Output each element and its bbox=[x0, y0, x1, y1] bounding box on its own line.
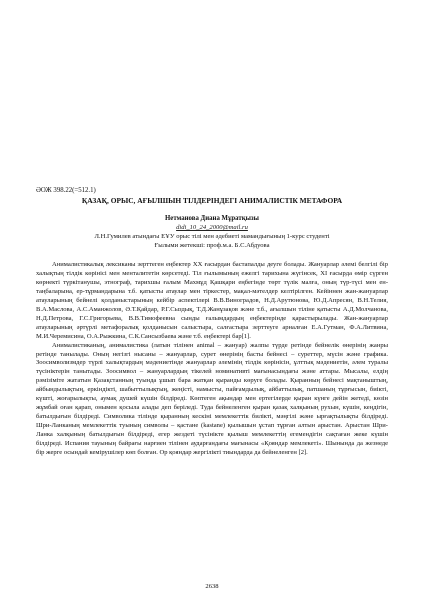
body-paragraph-1: Анималистикалық лексиканы зерттеген еңбектер ХХ ғасырдан бастапалды деуге болады. Жануарлар әлемі белгілі бір халықтың тілдік көрінісі мен менталитетін көрсетеді. Тіл ғылымының ежелгі тарихына жүгінсек, ХІ ғасырда өмір сүрген көрнекті түркітанушы, этнограф, тарихшы ғалым Махмұд Қашқари еңбегінде төрт түлік малға, оның түр-түсі мен ен-таңбаларына, ер-тұрмандарына т.б. қатысты атаулар мен тіркестер, мақал-мәтелдер келтірілген. Кейіннен жан-жануарлар атауларының бейнелі қолданыстарының кейбір аспектілері В.В.Виноградов, Н.Д.Арутюнова, Ю.Д.Апресян, В.Н.Телия, В.А.Маслова, А.С.Аманжолов, Ә.Т.Қайдар, Р.Г.Сыздық, Т.Д.Жанұзақов және т.б., ағылшын тіліне қатысты А.Д.Молчанова, Н.Д.Петрова, Г.С.Григорьева, В.В.Тимофеевна сынды ғалымдардың еңбектерінде қарастырылады. Жан-жануарлар атауларының әртүрлі метафоралық қолданысын салыстыра, салғастыра зерттеуге арналған Е.А.Гутман, Ф.А.Литвина, М.И.Черемисина, О.А.Рыжкина, С.К.Сансызбаева және т.б. еңбектері бар[1]. bbox=[36, 261, 388, 340]
author-affiliation: Л.Н.Гумилев атындағы ЕҰУ орыс тілі мен әдебиеті мамандығының 1-курс студенті bbox=[94, 233, 330, 240]
author-name: Нетманова Диана Мұратқызы bbox=[165, 215, 259, 222]
author-email-link[interactable]: didi_10_24_2000@mail.ru bbox=[176, 224, 248, 231]
body-paragraph-2: Анималистиканың, анималистика (латын тілінен animal – жануар) жалпы түрде ретінде бейнелік өнерінің жанры ретінде танылады. Оның негізгі нысаны – жануарлар, сурет өнерінің басты бейнесі – суреттер, мүсін және графика. Зоосимволизмдер түрлі халықтардың мәдениетінде жануарлар әлемінің тілдік көрінісін, ұлттық мәдениетін, әлем туралы түсініктерін танытады. Зоосимвол – жануарлардың тікелей номинативті мағынасындағы және аттары. Мысалы, елдің рәмізіміте жататын Қазақстанның туында ұшып бара жатқан қыранды көруге болады. Қыранның бейнесі мақтаныштың, айбындылықтың, еркіндікті, шабыттылықтың, жеңісті, намысты, пайғамдылық, айбаттылық, патшаның тұрғысын, биікті, күшті, жоғарылықты, аумақ душей күшін білдіреді. Көптеген ақындар мен ертегілерде қыран күнге дейін жетеді, көзін жұмбай оған қарап, онымен қосыла алады деп беріледі. Туда бейнеленген қыран қазақ халқының рухын, күшін, кеңдігін, батылдығын білдіреді. Символика тілінде қыранның кескіні мемлекеттік билікті, мәңгілі және ырғақтылықты білдіреді. Шри-Ланканың мемлекеттік туының символы – қастане (kastane) қылышын ұстап тұрған алтын арыстан. Арыстан Шри-Ланка халқының батылдығын білдіреді, егер жездеті түсінікте қылыш мемлекеттің егемендігін сақтаған жеке күшін білдіреді. Испания тауының байрағы нарғиен тілінен аударғандағы мағынасы «Қояндар мемлекеті». Шынында да жезнеде бір жерге осындай кемірушілер көп болған. Ор қояндар жергілікті тиындарда да бейнеленген [2]. bbox=[36, 341, 388, 457]
udc-code: ӘОЖ 398.22(=512.1) bbox=[36, 187, 96, 194]
paper-page bbox=[36, 186, 388, 458]
page-number: 2638 bbox=[205, 583, 219, 590]
scientific-supervisor: Ғылыми жетекші: проф.м.а. Б.С.Абдуова bbox=[154, 242, 270, 249]
article-body bbox=[36, 261, 388, 458]
paper-title: ҚАЗАҚ, ОРЫС, АҒЫЛШЫН ТІЛДЕРІНДЕГІ АНИМАЛИСТІК МЕТАФОРА bbox=[81, 196, 343, 205]
